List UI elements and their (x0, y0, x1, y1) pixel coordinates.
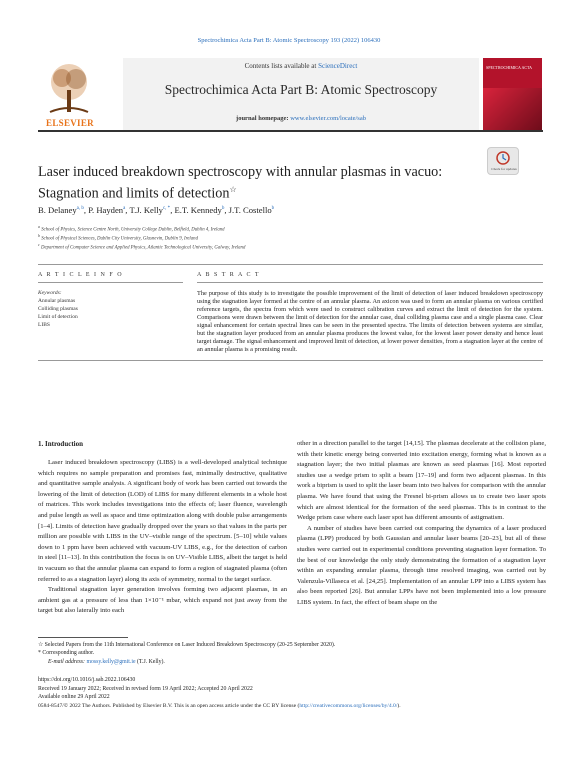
affiliation-text: Department of Computer Science and Applied Physics, Atlantic Technological University, Galway, Ireland (40, 245, 246, 251)
homepage-link[interactable]: www.elsevier.com/locate/sab (290, 115, 366, 122)
license-line (38, 703, 401, 709)
email-suffix: (T.J. Kelly). (135, 659, 165, 665)
affiliation-mark: b (38, 233, 40, 238)
email-link[interactable]: mossy.kelly@gmit.ie (86, 659, 136, 665)
license-suffix: ). (397, 703, 401, 709)
homepage-prefix: journal homepage: (236, 115, 291, 122)
keywords-label: Keywords: (38, 290, 62, 296)
affiliation (38, 242, 245, 251)
title-footnote-mark: ☆ (229, 185, 237, 194)
keyword: Annular plasmas (38, 298, 76, 304)
section-heading: 1. Introduction (38, 440, 83, 448)
author-list: B. Delaney$^{a, b}$, P. Hayden$^a$, T.J. Kelly$^{c, *}$, E.T. Kennedy$^b$, J.T. Costello$^b$ (38, 205, 275, 215)
sciencedirect-link[interactable]: ScienceDirect (318, 62, 358, 70)
body-paragraph: other in a direction parallel to the target [14,15]. The plasmas decelerate at the collision plane, with their kinetic energy being converted into excitation energy, forming what is known as a stagnation layer; the two initial plasmas are known as seed plasmas [16]. Most reported studies use a wedge prism to split a beam [17–19] and form two adjacent plasmas. In this work a biprism is used to split the laser beam into two halves for comparison with the annular plasma. We have found that using the Fresnel bi-prism allows us to create two laser spots which are almost identical for the formation of the seed plasmas. This is in contrast to the Wedge prism case where each laser spot has different amounts of astigmatism. (297, 440, 546, 522)
doi-link[interactable]: https://doi.org/10.1016/j.sab.2022.106430 (38, 677, 136, 683)
elsevier-tree-logo (40, 60, 98, 118)
keyword: Limit of detection (38, 314, 78, 320)
available-online: Available online 29 April 2022 (38, 694, 110, 700)
keyword: Colliding plasmas (38, 306, 78, 312)
divider (38, 264, 543, 265)
journal-homepage (123, 115, 479, 122)
footnote-corresponding: * Corresponding author. (38, 650, 95, 656)
journal-cover-image (483, 58, 542, 130)
affiliation-text: School of Physics, Science Centre North, University College Dublin, Belfield, Dublin 4, Ireland (41, 227, 225, 233)
divider (38, 360, 543, 361)
article-info-heading: A R T I C L E I N F O (38, 272, 124, 278)
body-paragraph: Laser induced breakdown spectroscopy (LIBS) is a well-developed analytical technique which requires no sample preparation and promises fast, minimally destructive, qualitative and quantitative sample analysis. A significant body of work has been carried out towards the lowering of the limit of detection (LOD) of LIBS for many different elements in a whole host of matrices. This work includes investigations into the effects of; laser fluence, wavelength and pulse length as well as space and time optimization along with double pulse arrangements [1–4]. Limits of detection have gradually dropped over the years so that values in the parts per million are possible with LIBS in the UV–visible range of the spectrum. [5–10] while values down to 1 ppm have been achieved with vacuum-UV LIBS, e.g., for the detection of carbon in steel [11–13]. In this contribution the focus is on UV–Visible LIBS, albeit the target is held in vacuum so that the annular plasma can expand to form a region of stagnated plasma (often referred to as a stagnation layer) along its axis of symmetry, normal to the target surface. (38, 459, 287, 583)
affiliation (38, 233, 198, 242)
header-rule (38, 130, 543, 132)
journal-reference[interactable]: Spectrochimica Acta Part B: Atomic Spectroscopy 193 (2022) 106430 (197, 37, 381, 44)
body-paragraph: Traditional stagnation layer generation involves forming two adjacent plasmas, in an ambient gas at a pressure of less than 1×10⁻¹ mbar, which expand not just away from the target but also laterally into each (38, 586, 287, 615)
journal-title: Spectrochimica Acta Part B: Atomic Spectroscopy (164, 82, 438, 97)
check-for-updates-badge[interactable] (487, 147, 519, 175)
author-affiliation-mark[interactable]: a, b (76, 206, 84, 212)
affiliation-text: School of Physical Sciences, Dublin City University, Glasnevin, Dublin 9, Ireland (41, 236, 198, 242)
author-affiliation-mark[interactable]: c, * (162, 206, 171, 212)
badge-label: Check for updates (491, 167, 517, 171)
keyword: LIBS (38, 322, 50, 328)
affiliation-mark: a (38, 224, 40, 229)
author-affiliation-mark[interactable]: b (221, 206, 225, 212)
body-column-left (38, 458, 287, 617)
footnote-selected-papers: ☆ Selected Papers from the 11th International Conference on Laser Induced Breakdown Spectroscopy (20-25 September 2020). (38, 642, 336, 648)
title-line-1: Laser induced breakdown spectroscopy with annular plasmas in vacuo: (38, 164, 443, 180)
divider (38, 282, 183, 283)
affiliation (38, 224, 225, 233)
email-label: E-mail address: (48, 659, 87, 665)
abstract-heading: A B S T R A C T (197, 272, 261, 278)
journal-header (38, 58, 543, 130)
body-paragraph: A number of studies have been carried out comparing the dynamics of a laser produced plasma (LPP) produced by both Gaussian and annular laser beams [20–23], but all of these studies were carried out in experimental conditions preventing stagnation layer formation. To the best of our knowledge the only study demonstrating the formation of a stagnation layer within an expanding annular plasma, through time resolved imaging, was carried out by Valenzula-Villaseca et al. [24,25]. Implementation of an annular LPP into a LIBS system has also been reported [26]. But annular LPPs have not been implemented into a low pressure LIBS system. In fact, the effect of beam shape on the (297, 524, 546, 606)
author[interactable]: P. Hayden (88, 205, 124, 215)
contents-prefix: Contents lists available at (244, 62, 319, 70)
author[interactable]: B. Delaney (38, 205, 77, 215)
abstract-text: The purpose of this study is to investigate the possible improvement of the limit of detection of laser induced breakdown spectroscopy using the stagnation layer formed at the centre of an annular plasma. An axicon was used to form an annular plasma on various certified reference targets, the spectra from which were used to construct calibration curves and extract the limit of detection for the system. Comparisons were drawn between the limit of detection for the annular case, dual colliding plasma case and a single plasma case. Clear signal enhancement for certain spectral lines can be seen in the presented spectra. The limits of detection between systems are similar, but the stagnation layer produced from an annular plasma produces the lowest value, for the lowest laser power density and hence least target damage. The signal enhancement and improved limit of detection, at lower power densities, from a stagnation layer at the centre of an annular plasma is a promising result. (197, 290, 543, 354)
author[interactable]: T.J. Kelly (129, 205, 163, 215)
cover-title: SPECTROCHIMICA ACTA (486, 65, 533, 70)
license-link[interactable]: http://creativecommons.org/licenses/by/4.0/ (299, 703, 398, 709)
license-prefix: 0584-8547/© 2022 The Authors. Published by Elsevier B.V. This is an open access article under the CC BY license ( (38, 703, 300, 709)
author-affiliation-mark[interactable]: b (271, 206, 275, 212)
author[interactable]: E.T. Kennedy (174, 205, 222, 215)
publisher-name: ELSEVIER (46, 118, 94, 128)
update-icon (488, 148, 518, 166)
article-title (38, 163, 478, 203)
cover-art (483, 88, 542, 130)
divider (197, 282, 543, 283)
author-affiliation-mark[interactable]: a (123, 206, 126, 212)
title-line-2: Stagnation and limits of detection (38, 185, 230, 202)
author[interactable]: J.T. Costello (228, 205, 272, 215)
contents-line (123, 62, 479, 70)
received-dates: Received 19 January 2022; Received in revised form 19 April 2022; Accepted 20 April 2022 (38, 686, 253, 692)
affiliation-mark: c (38, 242, 40, 247)
body-column-right (297, 439, 546, 609)
journal-info-panel (123, 58, 479, 130)
footnote-rule (38, 637, 128, 638)
footnote-email (48, 659, 165, 665)
